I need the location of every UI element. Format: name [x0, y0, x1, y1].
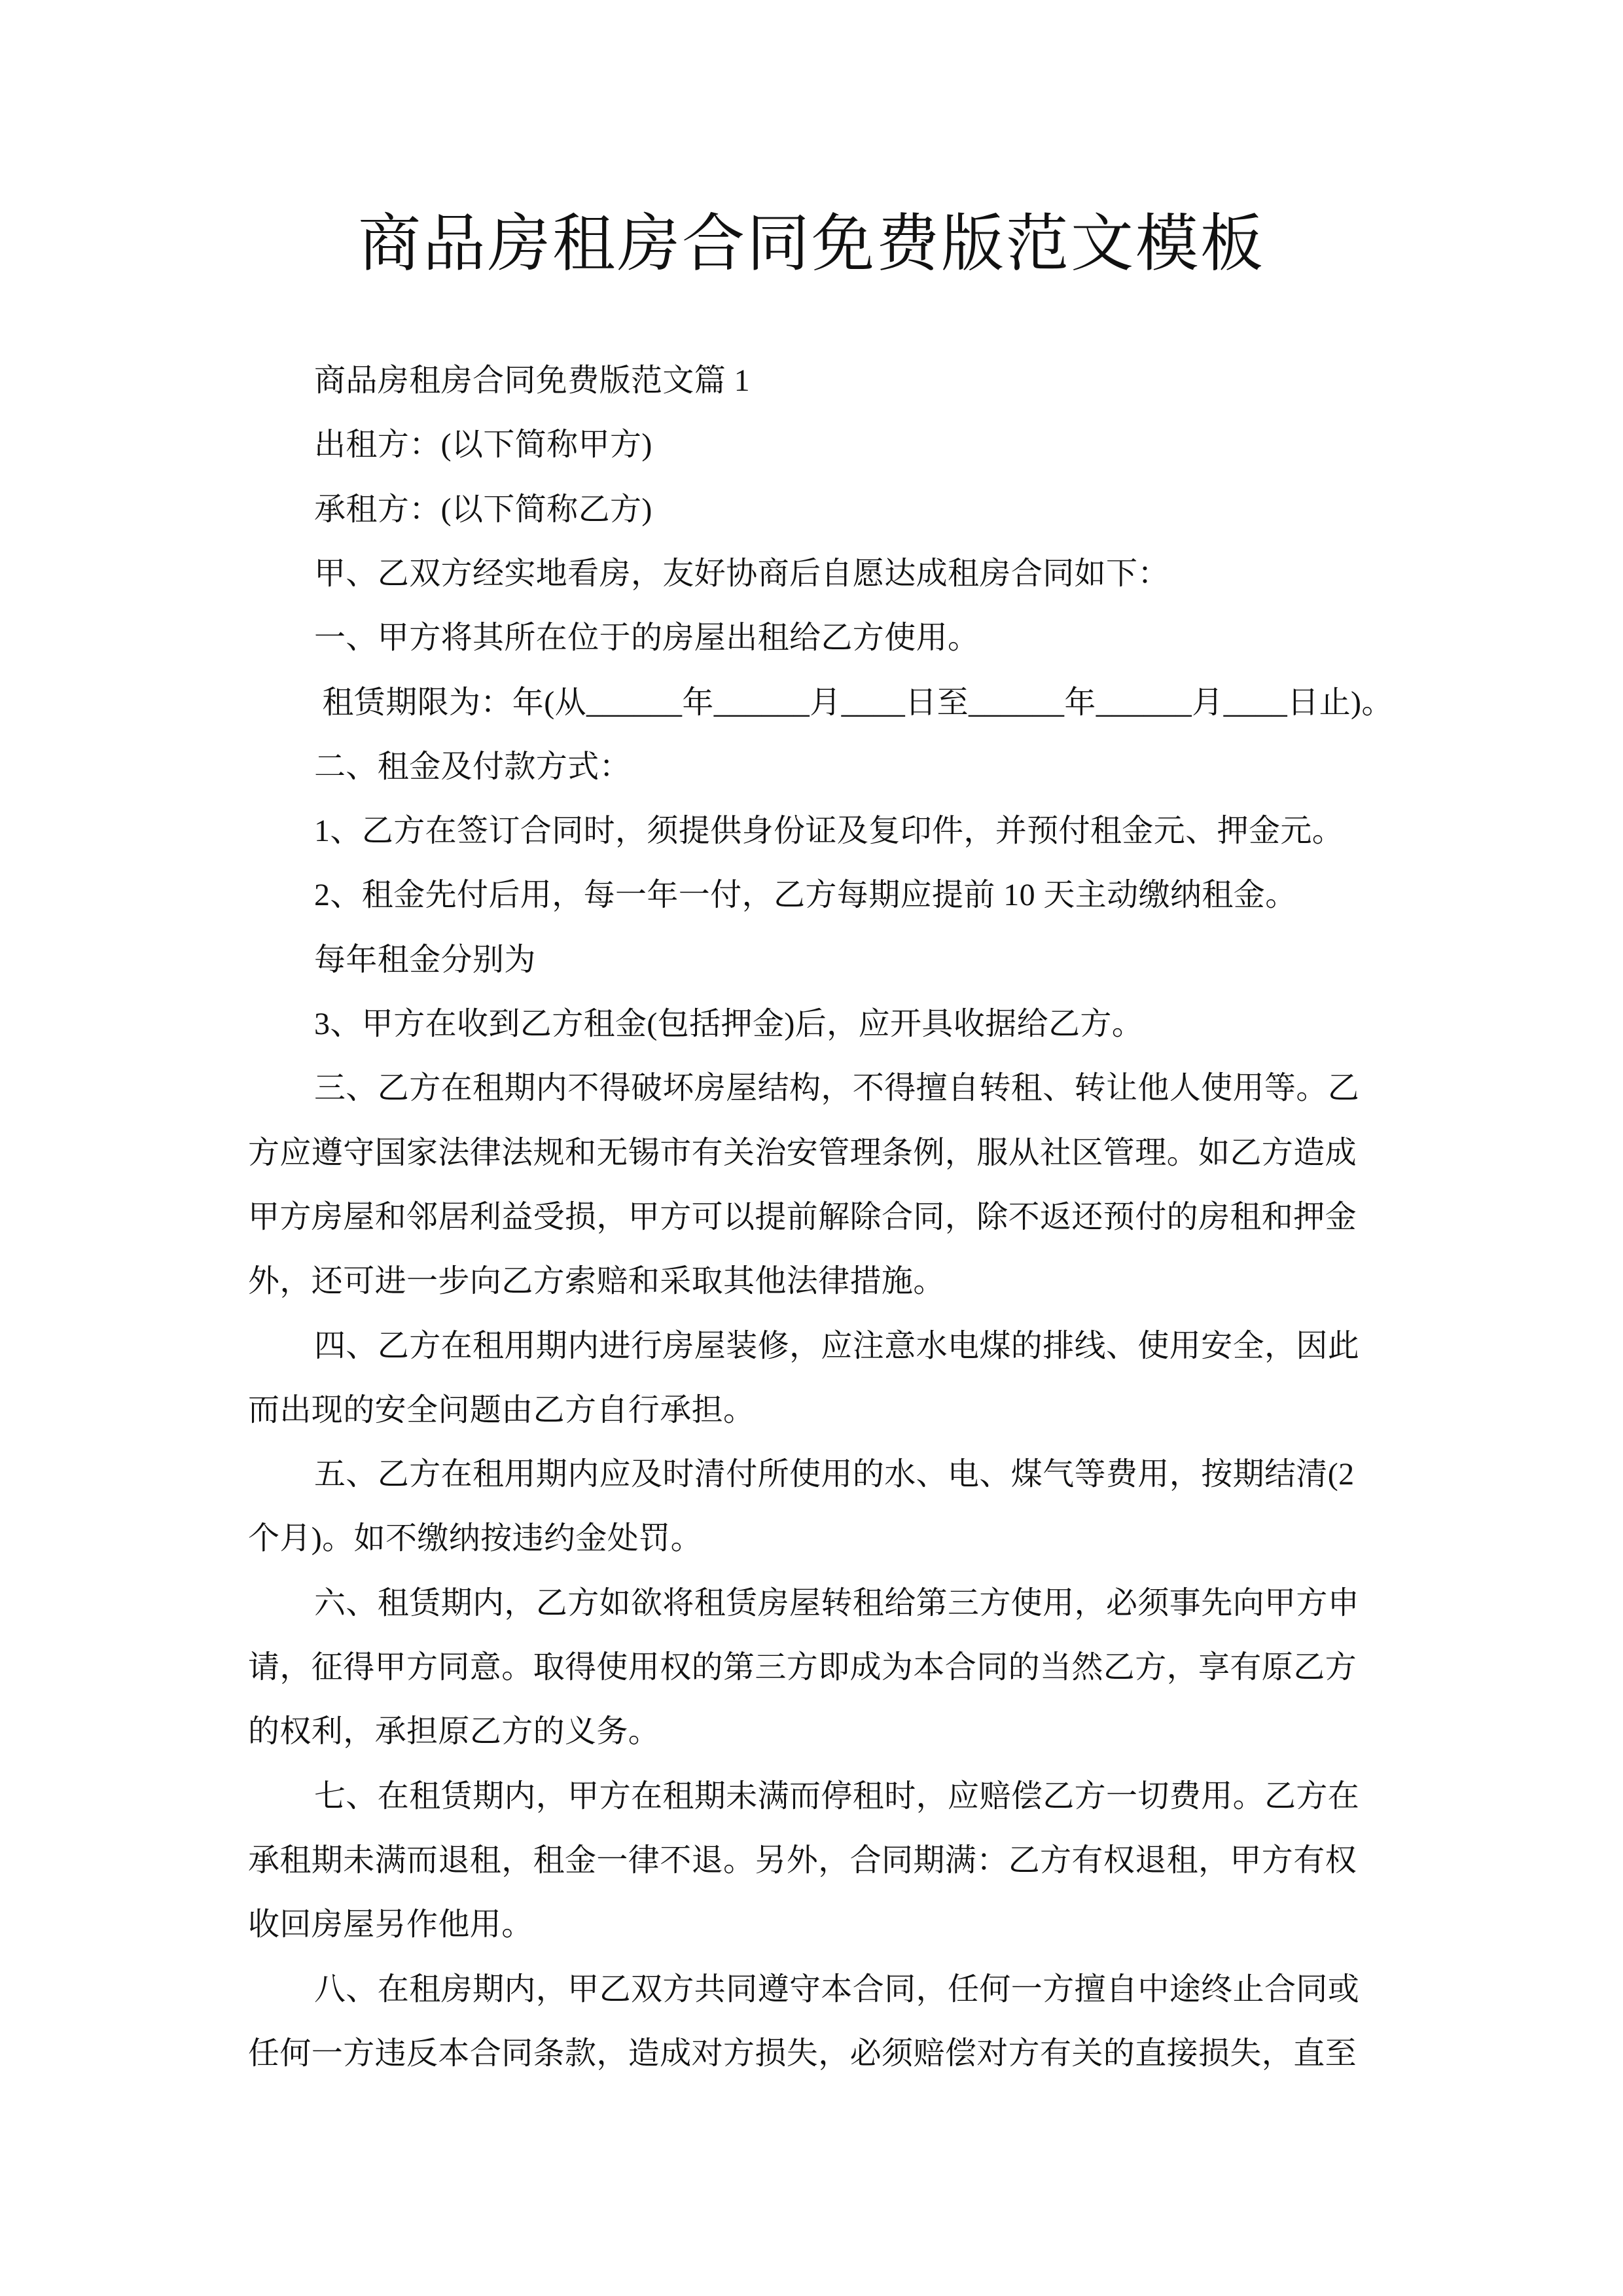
text-line: 七、在租赁期内，甲方在租期未满而停租时，应赔偿乙方一切费用。乙方在: [314, 1779, 1360, 1814]
text-line: 2、租金先付后用，每一年一付，乙方每期应提前 10 天主动缴纳租金。: [314, 878, 1297, 912]
text-line: 甲、乙双方经实地看房，友好协商后自愿达成租房合同如下：: [314, 556, 1169, 591]
text-line: 六、租赁期内，乙方如欲将租赁房屋转租给第三方使用，必须事先向甲方申: [314, 1586, 1360, 1621]
text-line: 任何一方违反本合同条款，造成对方损失，必须赔偿对方有关的直接损失，直至: [248, 2036, 1357, 2071]
text-line: 而出现的安全问题由乙方自行承担。: [248, 1393, 755, 1427]
text-line: 甲方房屋和邻居利益受损，甲方可以提前解除合同，除不返还预付的房租和押金: [248, 1200, 1357, 1234]
text-line: 每年租金分别为: [314, 942, 536, 977]
document-title: 商品房租房合同免费版范文模板: [358, 209, 1265, 279]
text-line: 八、在租房期内，甲乙双方共同遵守本合同，任何一方擅自中途终止合同或: [314, 1972, 1360, 2007]
text-line: 五、乙方在租用期内应及时清付所使用的水、电、煤气等费用，按期结清(2: [314, 1457, 1355, 1492]
text-line: 请，征得甲方同意。取得使用权的第三方即成为本合同的当然乙方，享有原乙方: [248, 1650, 1357, 1685]
text-line: 收回房屋另作他用。: [248, 1907, 533, 1942]
text-line: 承租方：(以下简称乙方): [314, 492, 652, 527]
text-line: 一、甲方将其所在位于的房屋出租给乙方使用。: [314, 620, 980, 655]
text-line: 商品房租房合同免费版范文篇 1: [314, 363, 751, 398]
text-line: 的权利，承担原乙方的义务。: [248, 1714, 660, 1749]
text-line: 三、乙方在租期内不得破坏房屋结构，不得擅自转租、转让他人使用等。乙: [314, 1071, 1360, 1105]
text-line: 租赁期限为：年(从______年______月____日至______年______月____日止)。: [314, 685, 1393, 720]
text-line: 方应遵守国家法律法规和无锡市有关治安管理条例，服从社区管理。如乙方造成: [248, 1136, 1357, 1170]
text-line: 四、乙方在租用期内进行房屋装修，应注意水电煤的排线、使用安全，因此: [314, 1329, 1360, 1363]
text-line: 出租方：(以下简称甲方): [314, 427, 652, 462]
text-line: 二、租金及付款方式：: [314, 749, 632, 784]
text-line: 承租期未满而退租，租金一律不退。另外，合同期满：乙方有权退租，甲方有权: [248, 1843, 1357, 1878]
text-line: 3、甲方在收到乙方租金(包括押金)后，应开具收据给乙方。: [314, 1007, 1144, 1041]
text-line: 1、乙方在签订合同时，须提供身份证及复印件，并预付租金元、押金元。: [314, 814, 1344, 848]
text-line: 个月)。如不缴纳按违约金处罚。: [248, 1521, 702, 1556]
text-line: 外，还可进一步向乙方索赔和采取其他法律措施。: [248, 1264, 945, 1299]
